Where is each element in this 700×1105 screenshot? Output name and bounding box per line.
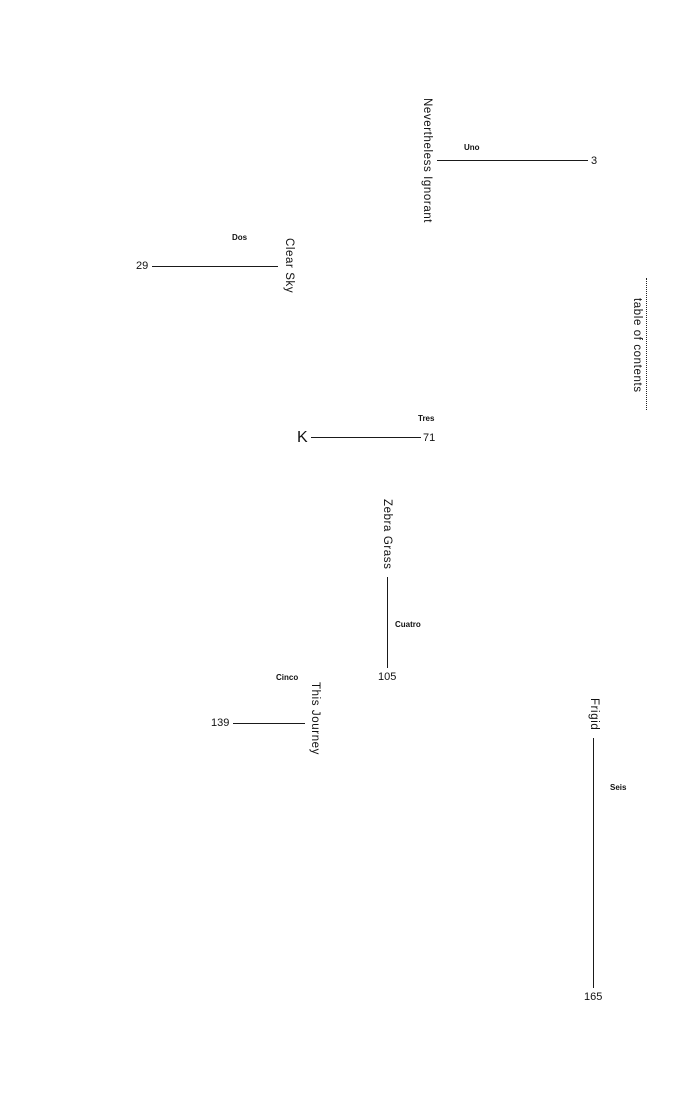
entry-5-number: Cinco [276, 673, 299, 682]
entry-5-title: This Journey [309, 682, 321, 756]
entry-4-page[interactable]: 105 [378, 671, 397, 683]
entry-2-number: Dos [232, 233, 248, 242]
entry-5-page[interactable]: 139 [211, 717, 230, 729]
entry-4-leader-line [387, 577, 388, 668]
entry-3-title: K [297, 429, 308, 446]
entry-6-title: Frigid [588, 698, 600, 731]
entry-3-leader-line [311, 437, 421, 438]
entry-5-leader-line [233, 723, 305, 724]
entry-1-title: Nevertheless Ignorant [421, 98, 433, 224]
entry-6-number: Seis [610, 783, 627, 792]
entry-1-number: Uno [464, 143, 480, 152]
entry-4-title: Zebra Grass [381, 499, 393, 570]
entry-3-number: Tres [418, 414, 435, 423]
toc-dotted-rule [646, 278, 647, 410]
entry-2-leader-line [152, 266, 278, 267]
entry-3-page[interactable]: 71 [423, 432, 436, 444]
entry-2-page[interactable]: 29 [136, 260, 149, 272]
entry-4-number: Cuatro [395, 620, 421, 629]
entry-1-page[interactable]: 3 [591, 155, 598, 167]
entry-6-page[interactable]: 165 [584, 991, 603, 1003]
entry-2-title: Clear Sky [283, 238, 295, 294]
toc-heading: table of contents [631, 298, 643, 393]
entry-6-leader-line [593, 738, 594, 988]
entry-1-leader-line [437, 160, 588, 161]
